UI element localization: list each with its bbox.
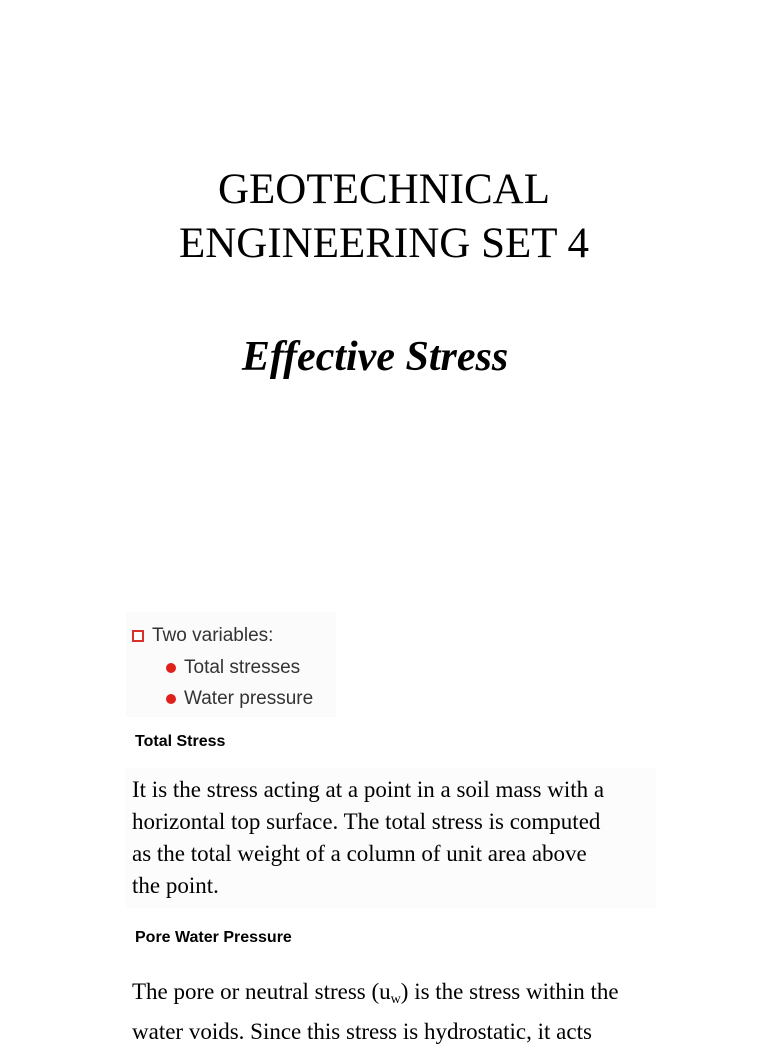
variables-heading-text: Two variables: (152, 625, 274, 646)
variables-figure (126, 612, 336, 717)
red-bullet-icon (166, 663, 176, 673)
title-line-2: ENGINEERING SET 4 (178, 220, 590, 267)
variable-item (166, 687, 313, 711)
paragraph-line: It is the stress acting at a point in a soil mass with a (132, 777, 605, 802)
red-bullet-icon (166, 694, 176, 704)
paragraph-line (132, 976, 656, 1016)
checkbox-bullet-icon (132, 630, 144, 642)
pore-water-heading: Pore Water Pressure (135, 929, 292, 946)
subscript-text: w (390, 992, 401, 1007)
document-subtitle: Effective Stress (241, 334, 509, 380)
paragraph-text: The pore or neutral stress (u (132, 979, 391, 1004)
total-stress-paragraph (126, 768, 656, 908)
paragraph-text: ) is the stress within the (400, 979, 619, 1004)
variables-heading (132, 624, 273, 648)
paragraph-line: the point. (132, 873, 219, 898)
paragraph-line: horizontal top surface. The total stress is computed (132, 809, 601, 834)
document-title (0, 163, 768, 271)
paragraph-line: water voids. Since this stress is hydrostatic, it acts (132, 1019, 592, 1044)
variable-item (166, 656, 300, 680)
variable-item-text: Water pressure (184, 688, 314, 709)
variable-item-text: Total stresses (184, 657, 301, 678)
total-stress-heading: Total Stress (135, 733, 226, 750)
paragraph-line: as the total weight of a column of unit area above (132, 841, 587, 866)
pore-water-paragraph (126, 970, 656, 1054)
title-line-1: GEOTECHNICAL (217, 166, 550, 213)
